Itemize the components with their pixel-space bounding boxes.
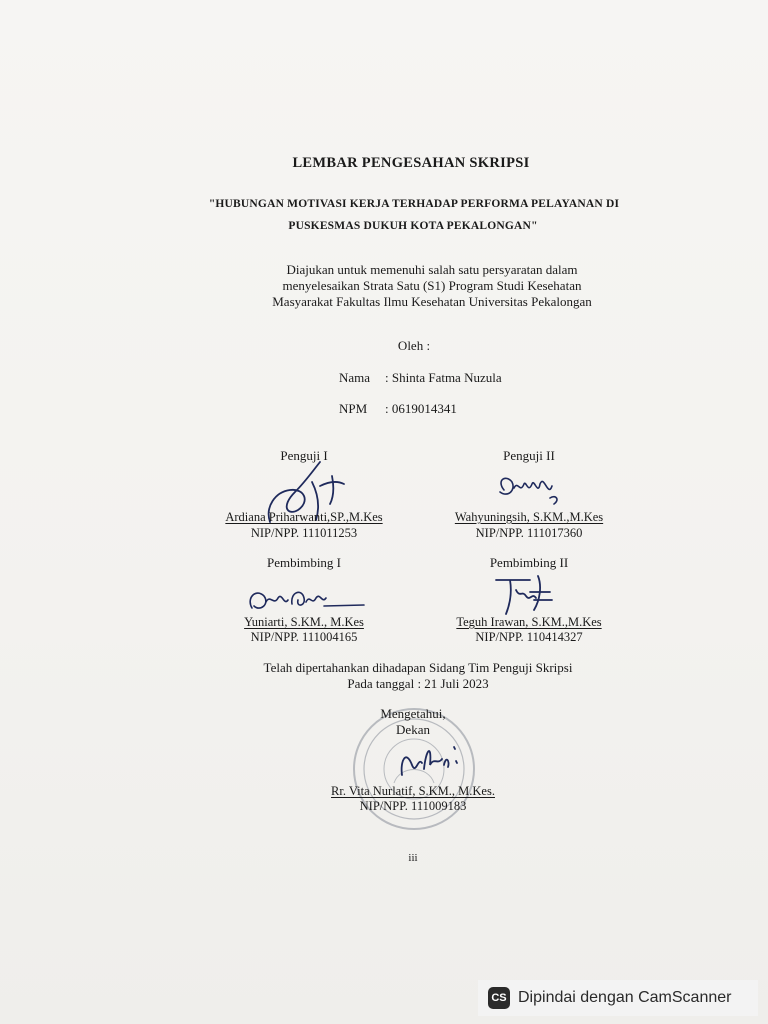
advisor1-nip: NIP/NPP. 111004165 xyxy=(250,630,358,644)
dean-title: Dekan xyxy=(396,722,430,737)
npm-label: NPM xyxy=(339,401,368,416)
camscanner-watermark xyxy=(478,980,758,1016)
name-label: Nama xyxy=(339,370,371,385)
camscanner-logo-icon: CS xyxy=(488,987,510,1009)
examiner1-name: Ardiana Priharwanti,SP.,M.Kes xyxy=(225,510,383,524)
purpose-line3: Masyarakat Fakultas Ilmu Kesehatan Universitas Pekalongan xyxy=(272,294,592,309)
by-label: Oleh : xyxy=(397,338,431,353)
purpose-line1: Diajukan untuk memenuhi salah satu persyaratan dalam xyxy=(286,262,578,277)
advisor1-signature xyxy=(240,580,370,620)
thesis-title-line2: PUSKESMAS DUKUH KOTA PEKALONGAN" xyxy=(288,220,538,232)
advisor1-role: Pembimbing I xyxy=(266,555,342,570)
camscanner-label: Dipindai dengan CamScanner xyxy=(518,989,732,1006)
purpose-line2: menyelesaikan Strata Satu (S1) Program Studi Kesehatan xyxy=(282,278,582,293)
examiner1-role: Penguji I xyxy=(280,448,328,463)
page-number: iii xyxy=(408,852,418,864)
examiner2-role: Penguji II xyxy=(503,448,555,463)
dean-name: Rr. Vita Nurlatif, S.KM., M.Kes. xyxy=(331,784,495,798)
dean-nip: NIP/NPP. 111009183 xyxy=(359,799,467,813)
defense-line1: Telah dipertahankan dihadapan Sidang Tim Penguji Skripsi xyxy=(263,660,573,675)
examiner1-nip: NIP/NPP. 111011253 xyxy=(250,526,358,540)
examiner2-signature xyxy=(490,470,570,510)
examiner2-name: Wahyuningsih, S.KM.,M.Kes xyxy=(454,510,604,524)
advisor2-signature xyxy=(490,570,560,620)
acknowledged-label: Mengetahui, xyxy=(380,706,446,721)
dean-signature xyxy=(392,735,472,785)
advisor2-role: Pembimbing II xyxy=(489,555,569,570)
name-value: : Shinta Fatma Nuzula xyxy=(385,370,502,385)
advisor2-nip: NIP/NPP. 110414327 xyxy=(475,630,583,644)
page-title: LEMBAR PENGESAHAN SKRIPSI xyxy=(292,155,530,171)
npm-value: : 0619014341 xyxy=(385,401,457,416)
defense-date: Pada tanggal : 21 Juli 2023 xyxy=(347,676,489,691)
thesis-title-line1: "HUBUNGAN MOTIVASI KERJA TERHADAP PERFORMA PELAYANAN DI xyxy=(208,198,620,210)
advisor2-name: Teguh Irawan, S.KM.,M.Kes xyxy=(456,615,602,629)
advisor1-name: Yuniarti, S.KM., M.Kes xyxy=(244,615,364,629)
examiner2-nip: NIP/NPP. 111017360 xyxy=(475,526,583,540)
